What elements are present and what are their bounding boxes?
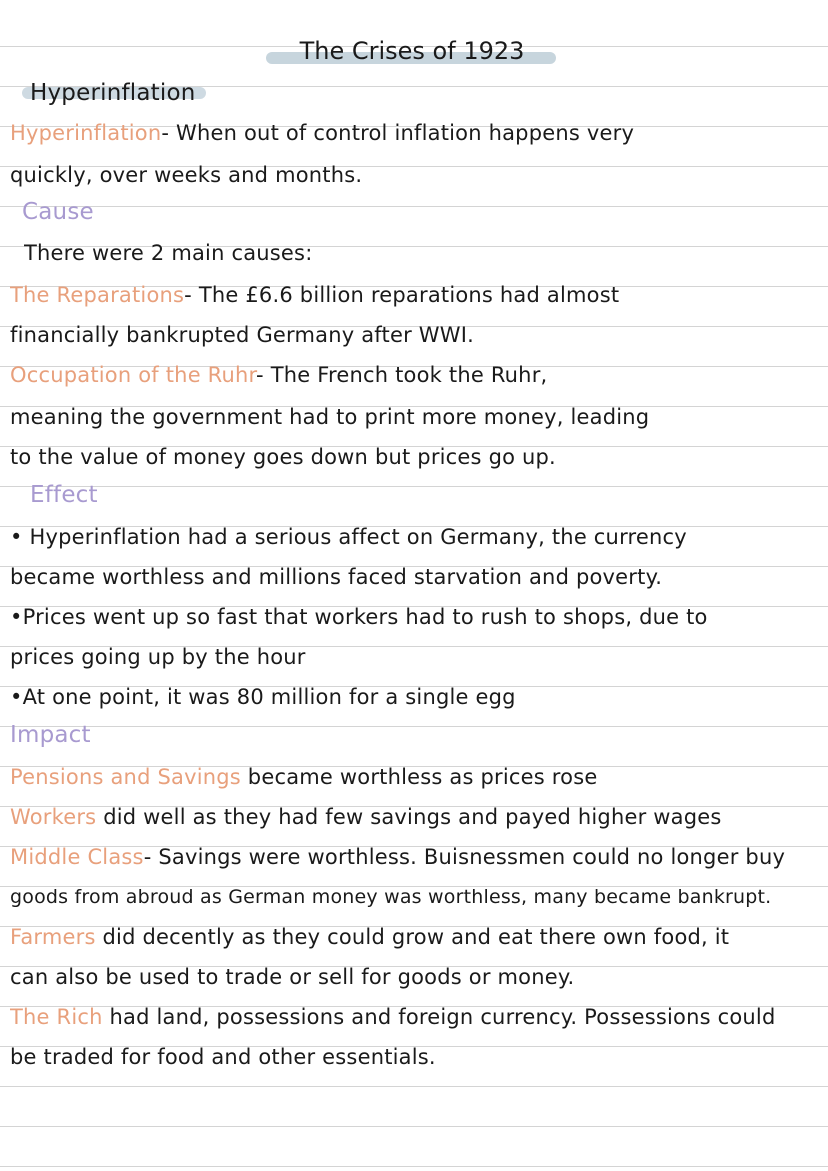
effect-bullet-2-line-2: prices going up by the hour [10,645,306,669]
impact-farmers-line-1 [10,922,820,952]
reparations-term: The Reparations [10,283,185,307]
reparations-line-2: financially bankrupted Germany after WWI. [10,323,474,347]
impact-workers [10,802,820,832]
effect-heading: Effect [30,482,98,508]
ruhr-line-1 [10,360,820,390]
impact-rich-line-2: be traded for food and other essentials. [10,1045,436,1069]
effect-bullet-3: •At one point, it was 80 million for a single egg [10,685,516,709]
farmers-term: Farmers [10,925,96,949]
reparations-text-1: - The £6.6 billion reparations had almost [184,283,620,307]
ruhr-line-2: meaning the government had to print more money, leading [10,405,650,429]
effect-bullet-1-line-2: became worthless and millions faced starvation and poverty. [10,565,663,589]
ruhr-term: Occupation of the Ruhr [10,363,257,387]
impact-rich-line-1 [10,1002,820,1032]
impact-farmers-line-2: can also be used to trade or sell for goods or money. [10,965,575,989]
middle-class-term: Middle Class [10,845,144,869]
cause-intro: There were 2 main causes: [24,241,313,265]
definition-line-2: quickly, over weeks and months. [10,163,363,187]
definition-text-1: - When out of control inflation happens very [161,121,635,145]
effect-bullet-1-line-1: • Hyperinflation had a serious affect on Germany, the currency [10,525,687,549]
title-block [262,32,562,72]
ruhr-text-1: - The French took the Ruhr, [256,363,548,387]
section-heading: Hyperinflation [30,80,196,106]
rich-text-1: had land, possessions and foreign currency. Possessions could [102,1005,776,1029]
effect-bullet-2-line-1: •Prices went up so fast that workers had to rush to shops, due to [10,605,708,629]
definition-term: Hyperinflation [10,121,162,145]
middle-class-text-1: - Savings were worthless. Buisnessmen could no longer buy [143,845,786,869]
workers-text: did well as they had few savings and payed higher wages [96,805,722,829]
pensions-term: Pensions and Savings [10,765,241,789]
farmers-text-1: did decently as they could grow and eat there own food, it [95,925,730,949]
rich-term: The Rich [10,1005,103,1029]
impact-middle-class-line-1 [10,842,820,872]
impact-pensions [10,762,820,792]
definition-line-1 [10,118,820,148]
impact-middle-class-line-2: goods from abroud as German money was worthless, many became bankrupt. [10,886,772,908]
ruhr-line-3: to the value of money goes down but prices go up. [10,445,556,469]
reparations-line-1 [10,280,820,310]
cause-heading: Cause [22,199,94,225]
impact-heading: Impact [10,722,91,748]
page-title: The Crises of 1923 [299,37,525,65]
workers-term: Workers [10,805,97,829]
pensions-text: became worthless as prices rose [240,765,598,789]
